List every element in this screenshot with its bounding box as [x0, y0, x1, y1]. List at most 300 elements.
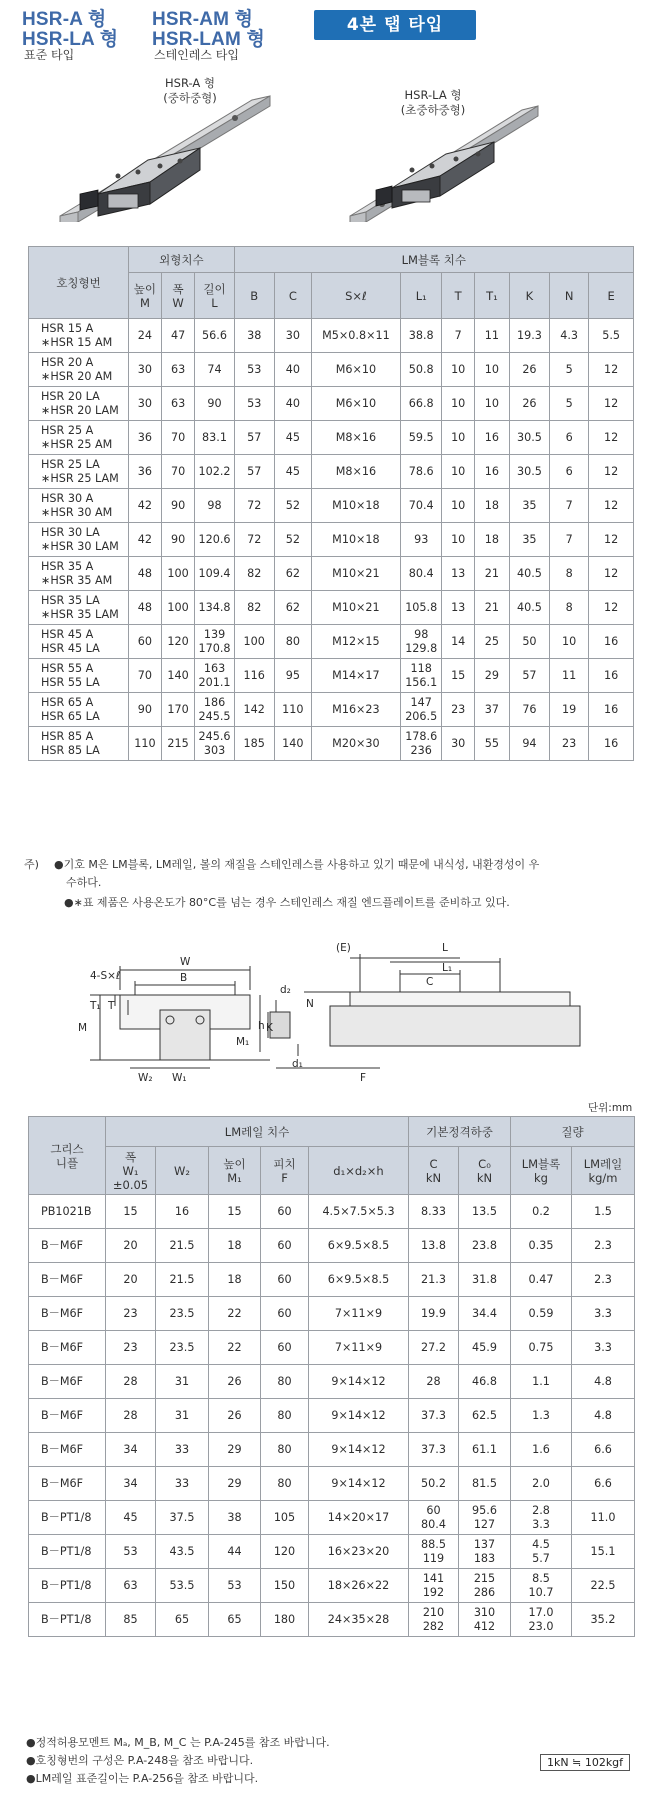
table-row: [29, 1535, 635, 1569]
cell-d1d2h: [309, 1467, 409, 1501]
cell-block-mass-value: 2.0: [532, 1476, 550, 1490]
cell-grease-nipple-value: B－M6F: [41, 1272, 84, 1286]
cell-d1d2h: [309, 1535, 409, 1569]
cell-d1d2h-value: 6×9.5×8.5: [327, 1238, 390, 1252]
table-row: [29, 659, 634, 693]
cell-M1-value: 18: [227, 1272, 242, 1286]
cell-C: [274, 591, 311, 625]
cell-C-value: 192: [422, 1585, 445, 1599]
cell-rail-mass: [572, 1501, 635, 1535]
cell-N-value: 6: [565, 464, 573, 478]
cell-F: [261, 1195, 309, 1229]
header-E: E: [589, 273, 634, 319]
cell-SxL-value: M6×10: [335, 362, 377, 376]
cell-model: [29, 523, 129, 557]
cell-T1-value: 55: [484, 736, 500, 750]
cell-model: [29, 727, 129, 761]
cell-C0: [459, 1433, 511, 1467]
cell-C-value: 282: [422, 1619, 445, 1633]
cell-model: [29, 625, 129, 659]
header-grease: 그리스 니플: [29, 1117, 106, 1195]
cell-C-value: 95: [285, 668, 300, 682]
cell-W2: [156, 1603, 209, 1637]
rail-dimension-table: [28, 1116, 635, 1637]
cell-L1-value: 80.4: [408, 566, 434, 580]
cell-model-value: ∗HSR 15 AM: [41, 335, 113, 349]
cell-W2-value: 16: [174, 1204, 190, 1218]
cell-grease-nipple-value: B－M6F: [41, 1238, 84, 1252]
cell-E: [589, 387, 634, 421]
cell-C0-value: 137: [473, 1537, 496, 1551]
cell-C: [409, 1433, 459, 1467]
label-C: C: [426, 976, 434, 988]
cell-M1-value: 44: [227, 1544, 242, 1558]
cell-M1-value: 38: [227, 1510, 242, 1524]
cell-W-value: 47: [170, 328, 186, 342]
cell-model: [29, 693, 129, 727]
table-row: [29, 625, 634, 659]
cell-grease-nipple-value: B－PT1/8: [41, 1612, 92, 1626]
cell-E: [589, 319, 634, 353]
cell-block-mass-value: 8.5: [532, 1571, 550, 1585]
cell-C: [274, 659, 311, 693]
cell-T: [442, 625, 475, 659]
cell-block-mass-value: 0.59: [528, 1306, 554, 1320]
cell-M: [129, 319, 162, 353]
cell-grease-nipple: [29, 1399, 106, 1433]
cell-C-value: 13.8: [421, 1238, 446, 1252]
cell-grease-nipple: [29, 1603, 106, 1637]
cell-N-value: 5: [565, 396, 573, 410]
cell-B: [234, 455, 274, 489]
cell-E: [589, 489, 634, 523]
cell-B: [234, 387, 274, 421]
cell-C0-value: 81.5: [472, 1476, 497, 1490]
cell-C0: [459, 1263, 511, 1297]
cell-W1-value: 28: [123, 1374, 138, 1388]
label-E: (E): [336, 942, 351, 954]
cell-E-value: 16: [603, 736, 619, 750]
table-row: [29, 557, 634, 591]
cell-d1d2h-value: 16×23×20: [327, 1544, 390, 1558]
cell-W1: [106, 1433, 156, 1467]
cell-W: [161, 421, 195, 455]
cell-W1: [106, 1263, 156, 1297]
cell-T-value: 15: [451, 668, 466, 682]
cell-L1-value: 105.8: [405, 600, 438, 614]
cell-E: [589, 625, 634, 659]
cell-C0-value: 127: [473, 1517, 496, 1531]
cell-L1-value: 38.8: [408, 328, 434, 342]
cell-W2-value: 65: [174, 1612, 190, 1626]
cell-T1: [475, 421, 510, 455]
title-hsr-lam: HSR-LAM 형: [152, 29, 266, 50]
cell-W2-value: 23.5: [169, 1340, 195, 1354]
cell-F-value: 80: [277, 1408, 292, 1422]
cell-N: [550, 625, 589, 659]
cell-C0: [459, 1569, 511, 1603]
cell-B: [234, 659, 274, 693]
cell-M1-value: 53: [227, 1578, 242, 1592]
cell-M1: [209, 1501, 261, 1535]
header-N: N: [550, 273, 589, 319]
cell-N-value: 8: [565, 600, 573, 614]
cell-L: [195, 319, 234, 353]
cell-rail-mass-value: 22.5: [590, 1578, 616, 1592]
cell-L-value: 201.1: [198, 675, 231, 689]
cell-model-value: HSR 65 A: [41, 695, 94, 709]
cell-rail-mass-value: 6.6: [594, 1442, 612, 1456]
cell-block-mass: [511, 1263, 572, 1297]
cell-T-value: 23: [451, 702, 466, 716]
cell-F-value: 80: [277, 1442, 292, 1456]
cell-grease-nipple-value: B－PT1/8: [41, 1544, 92, 1558]
cell-N: [550, 319, 589, 353]
table-row: [29, 1433, 635, 1467]
cell-F: [261, 1229, 309, 1263]
cell-F: [261, 1569, 309, 1603]
cell-W: [161, 353, 195, 387]
cell-E: [589, 421, 634, 455]
cell-SxL-value: M10×18: [332, 498, 380, 512]
cell-grease-nipple: [29, 1195, 106, 1229]
cell-model-value: ∗HSR 25 LAM: [41, 471, 119, 485]
cell-L1: [401, 591, 442, 625]
cell-model-value: ∗HSR 30 LAM: [41, 539, 119, 553]
cell-T-value: 10: [451, 430, 466, 444]
cell-T: [442, 523, 475, 557]
cell-block-mass: [511, 1229, 572, 1263]
cell-C0-value: 31.8: [472, 1272, 497, 1286]
cell-T1-value: 18: [484, 498, 500, 512]
cell-M1: [209, 1399, 261, 1433]
cell-T: [442, 557, 475, 591]
cell-rail-mass: [572, 1433, 635, 1467]
cell-W2: [156, 1467, 209, 1501]
cell-L1-value: 66.8: [408, 396, 434, 410]
cell-K-value: 40.5: [516, 600, 542, 614]
page-header: [22, 4, 642, 64]
cell-C: [274, 557, 311, 591]
left-product-name: HSR-A 형: [165, 76, 215, 90]
cell-SxL: [311, 319, 400, 353]
cell-M: [129, 455, 162, 489]
left-rail-illustration: [60, 96, 270, 222]
cell-K-value: 50: [522, 634, 537, 648]
label-W: W: [180, 956, 191, 968]
cell-grease-nipple: [29, 1365, 106, 1399]
table-row: [29, 727, 634, 761]
cell-W: [161, 625, 195, 659]
cell-C0-value: 412: [473, 1619, 496, 1633]
cell-rail-mass-value: 4.8: [594, 1374, 612, 1388]
footnote-rail-length: ●LM레일 표준길이는 P.A-256을 참조 바랍니다.: [26, 1772, 259, 1785]
cell-L-value: 303: [203, 743, 226, 757]
cell-W2: [156, 1195, 209, 1229]
cell-N-value: 7: [565, 498, 573, 512]
cell-W2-value: 37.5: [169, 1510, 195, 1524]
cell-L1: [401, 523, 442, 557]
table-row: [29, 1331, 635, 1365]
cell-K-value: 57: [522, 668, 537, 682]
cell-N: [550, 591, 589, 625]
label-N: N: [306, 998, 314, 1010]
product-images: [20, 66, 640, 222]
cell-T1: [475, 727, 510, 761]
cell-W: [161, 693, 195, 727]
cell-model-value: HSR 25 A: [41, 423, 94, 437]
cell-B: [234, 319, 274, 353]
cell-M-value: 24: [137, 328, 153, 342]
cell-block-mass-value: 1.1: [532, 1374, 550, 1388]
cell-SxL: [311, 421, 400, 455]
cell-T-value: 10: [451, 532, 466, 546]
table-row: [29, 353, 634, 387]
cell-B: [234, 557, 274, 591]
cell-M1-value: 65: [227, 1612, 242, 1626]
cell-W2-value: 21.5: [169, 1272, 195, 1286]
cell-model: [29, 557, 129, 591]
cell-T1-value: 21: [484, 600, 500, 614]
title-hsr-am: HSR-AM 형: [152, 9, 254, 30]
cell-N: [550, 523, 589, 557]
cell-L1-value: 93: [414, 532, 429, 546]
cell-B: [234, 353, 274, 387]
cell-C-value: 21.3: [421, 1272, 446, 1286]
cell-C: [274, 421, 311, 455]
cell-block-mass-value: 17.0: [528, 1605, 554, 1619]
cell-L-value: 109.4: [198, 566, 231, 580]
cell-C: [409, 1535, 459, 1569]
cell-L: [195, 659, 234, 693]
cell-L1-value: 50.8: [408, 362, 434, 376]
cell-F-value: 60: [277, 1238, 292, 1252]
cell-T1: [475, 557, 510, 591]
cell-model-value: ∗HSR 35 LAM: [41, 607, 119, 621]
cell-model-value: HSR 85 LA: [41, 743, 100, 757]
cell-C-value: 88.5: [421, 1537, 446, 1551]
cell-rail-mass-value: 3.3: [594, 1340, 612, 1354]
cell-B-value: 53: [247, 396, 262, 410]
cell-C: [274, 693, 311, 727]
cell-B-value: 72: [247, 498, 262, 512]
cell-d1d2h: [309, 1569, 409, 1603]
cell-F: [261, 1501, 309, 1535]
cell-B-value: 38: [247, 328, 262, 342]
cell-C-value: 52: [285, 532, 300, 546]
cell-block-mass-value: 3.3: [532, 1517, 550, 1531]
cell-model: [29, 659, 129, 693]
cell-E: [589, 727, 634, 761]
cell-K: [509, 353, 549, 387]
cell-W1-value: 23: [123, 1306, 138, 1320]
cell-B: [234, 591, 274, 625]
cell-d1d2h-value: 9×14×12: [331, 1408, 386, 1422]
cell-C0: [459, 1195, 511, 1229]
cell-E-value: 12: [603, 430, 619, 444]
cell-W1-value: 45: [123, 1510, 138, 1524]
cell-d1d2h: [309, 1331, 409, 1365]
cell-F: [261, 1297, 309, 1331]
cell-L1-value: 129.8: [405, 641, 438, 655]
cell-C: [274, 489, 311, 523]
cell-L1: [401, 727, 442, 761]
cell-rail-mass: [572, 1297, 635, 1331]
cell-M: [129, 523, 162, 557]
cell-grease-nipple: [29, 1433, 106, 1467]
cell-block-mass-value: 0.47: [528, 1272, 554, 1286]
cell-T1-value: 10: [484, 362, 500, 376]
cell-W2-value: 33: [174, 1476, 190, 1490]
cell-T-value: 13: [451, 566, 466, 580]
cell-C-value: 62: [285, 566, 300, 580]
cell-C0: [459, 1365, 511, 1399]
cell-L-value: 56.6: [202, 328, 227, 342]
cell-W2: [156, 1365, 209, 1399]
cell-L1-value: 70.4: [408, 498, 434, 512]
cell-model-value: HSR 35 LA: [41, 593, 100, 607]
cell-M: [129, 625, 162, 659]
table-row: [29, 1603, 635, 1637]
cell-W2-value: 31: [174, 1374, 190, 1388]
cell-B: [234, 693, 274, 727]
note-stainless-cont: 수하다.: [66, 876, 102, 889]
right-rail-illustration: [350, 106, 538, 222]
cell-M1-value: 15: [227, 1204, 242, 1218]
cell-rail-mass: [572, 1535, 635, 1569]
cell-K-value: 26: [522, 396, 537, 410]
cell-block-mass: [511, 1365, 572, 1399]
cell-T: [442, 659, 475, 693]
header-rail-dims: LM레일 치수: [106, 1117, 409, 1147]
cell-C: [409, 1195, 459, 1229]
cell-model-value: ∗HSR 30 AM: [41, 505, 113, 519]
cell-L: [195, 489, 234, 523]
header-rail-mass: LM레일 kg/m: [572, 1147, 635, 1195]
header-M1: 높이 M₁: [209, 1147, 261, 1195]
cell-E-value: 12: [603, 600, 619, 614]
cell-K: [509, 489, 549, 523]
cell-T: [442, 421, 475, 455]
cell-K: [509, 455, 549, 489]
cell-grease-nipple: [29, 1501, 106, 1535]
cell-L: [195, 387, 234, 421]
cell-E: [589, 693, 634, 727]
cell-F-value: 60: [277, 1204, 292, 1218]
cell-E-value: 5.5: [602, 328, 620, 342]
cell-M: [129, 693, 162, 727]
cell-W1-value: 63: [123, 1578, 138, 1592]
cell-B: [234, 489, 274, 523]
cell-SxL: [311, 625, 400, 659]
label-F: F: [360, 1072, 367, 1084]
cell-model-value: HSR 55 LA: [41, 675, 100, 689]
cell-SxL: [311, 455, 400, 489]
cell-d1d2h-value: 6×9.5×8.5: [327, 1272, 390, 1286]
cell-B-value: 53: [247, 362, 262, 376]
cell-E: [589, 591, 634, 625]
cell-C0-value: 183: [473, 1551, 496, 1565]
cell-SxL: [311, 591, 400, 625]
cell-L1-value: 98: [414, 627, 429, 641]
cell-F-value: 80: [277, 1374, 292, 1388]
cell-B-value: 57: [247, 464, 262, 478]
cell-N: [550, 727, 589, 761]
cell-block-mass: [511, 1603, 572, 1637]
cell-C-value: 30: [285, 328, 300, 342]
cell-W1: [106, 1229, 156, 1263]
cell-block-mass: [511, 1501, 572, 1535]
cell-C0: [459, 1467, 511, 1501]
cell-W: [161, 659, 195, 693]
cell-C0: [459, 1331, 511, 1365]
cell-M1-value: 29: [227, 1476, 242, 1490]
cell-grease-nipple-value: B－M6F: [41, 1408, 84, 1422]
cell-SxL: [311, 557, 400, 591]
cell-B: [234, 421, 274, 455]
cell-M1-value: 26: [227, 1408, 242, 1422]
cell-SxL: [311, 659, 400, 693]
table-row: [29, 455, 634, 489]
cell-M1: [209, 1331, 261, 1365]
subtitle-stainless: 스테인레스 타입: [154, 48, 239, 62]
cell-T1-value: 10: [484, 396, 500, 410]
unit-conversion: 1kN ≒ 102kgf: [540, 1754, 630, 1771]
cell-C: [409, 1399, 459, 1433]
cell-C: [409, 1467, 459, 1501]
cell-L1-value: 147: [410, 695, 432, 709]
cell-T1: [475, 591, 510, 625]
cell-L-value: 134.8: [198, 600, 231, 614]
cell-T: [442, 319, 475, 353]
table-row: [29, 319, 634, 353]
cell-C-value: 19.9: [421, 1306, 446, 1320]
cell-SxL-value: M8×16: [335, 464, 377, 478]
cell-T1-value: 16: [484, 430, 500, 444]
cell-C0-value: 46.8: [472, 1374, 497, 1388]
cell-W: [161, 455, 195, 489]
cell-L-value: 90: [207, 396, 222, 410]
header-C0: C₀ kN: [459, 1147, 511, 1195]
cell-model: [29, 489, 129, 523]
cell-SxL-value: M10×18: [332, 532, 380, 546]
cell-C: [274, 625, 311, 659]
cell-SxL: [311, 387, 400, 421]
footnotes: [26, 1734, 546, 1788]
cell-model-value: HSR 55 A: [41, 661, 94, 675]
cell-N: [550, 421, 589, 455]
cell-F: [261, 1399, 309, 1433]
table-row: [29, 1365, 635, 1399]
cell-L-value: 170.8: [198, 641, 231, 655]
cell-W-value: 90: [170, 532, 186, 546]
cell-rail-mass: [572, 1603, 635, 1637]
cell-W-value: 100: [167, 566, 189, 580]
cell-B: [234, 727, 274, 761]
cell-W-value: 63: [170, 396, 186, 410]
header-C: C: [274, 273, 311, 319]
cell-model: [29, 319, 129, 353]
cell-model-value: HSR 45 LA: [41, 641, 100, 655]
footnote-moment: ●정적허용모멘트 Mₐ, M_B, M_C 는 P.A-245를 참조 바랍니다.: [26, 1736, 330, 1749]
cell-F-value: 180: [273, 1612, 296, 1626]
cell-T-value: 30: [451, 736, 466, 750]
cell-model-value: HSR 85 A: [41, 729, 94, 743]
cell-K-value: 35: [522, 498, 537, 512]
cell-rail-mass: [572, 1229, 635, 1263]
cell-K-value: 19.3: [516, 328, 542, 342]
cell-W2: [156, 1501, 209, 1535]
